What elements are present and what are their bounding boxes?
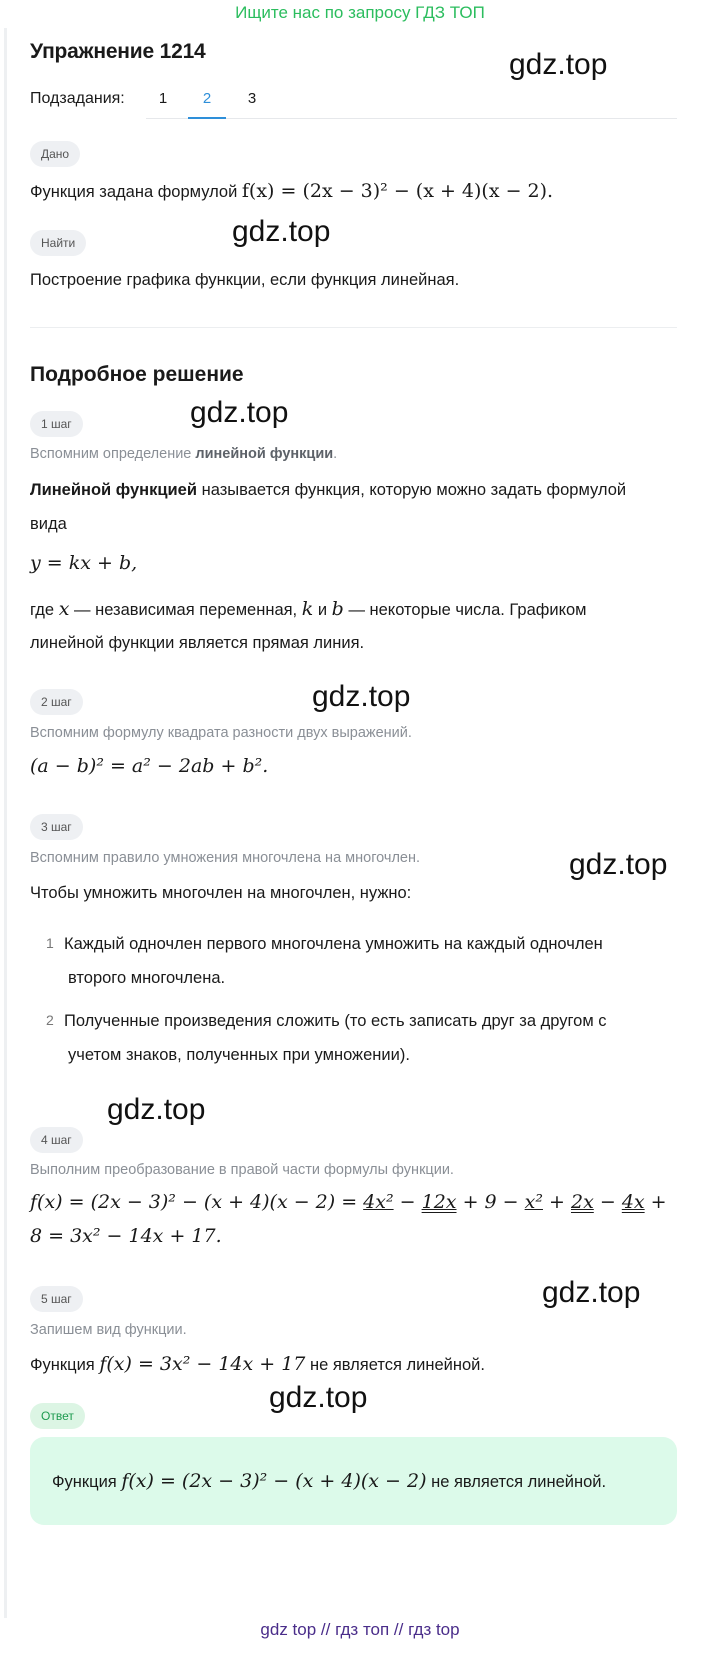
step2-formula: (a − b)² = a² − 2ab + b².: [30, 755, 269, 777]
step1-definition-line2: вида: [30, 515, 67, 533]
op: + 9 −: [462, 1191, 519, 1213]
watermark: gdz.top: [269, 1381, 368, 1414]
top-banner: Ищите нас по запросу ГДЗ ТОП: [235, 3, 485, 22]
step5-prefix: Функция: [30, 1356, 95, 1374]
step4-plain: f(x) = (2x − 3)² − (x + 4)(x − 2) =: [30, 1191, 358, 1213]
where-and: и: [317, 601, 328, 619]
given-tag: Дано: [30, 141, 80, 167]
watermark: gdz.top: [107, 1093, 206, 1126]
tab-subtask-3[interactable]: 3: [247, 90, 257, 107]
given-text: [30, 174, 553, 209]
find-text: Построение графика функции, если функция линейная.: [30, 271, 460, 289]
step1-tag: 1 шаг: [30, 411, 83, 437]
step1-hint: [30, 446, 337, 462]
given-text-prefix: Функция задана формулой: [30, 183, 238, 201]
step1-def-rest: называется функция, которую можно задать формулой: [201, 481, 627, 499]
watermark: gdz.top: [542, 1276, 641, 1309]
watermark: gdz.top: [190, 396, 289, 429]
answer-tag: Ответ: [30, 1403, 85, 1429]
tab-subtask-2[interactable]: 2: [202, 90, 212, 107]
step4-tag: 4 шаг: [30, 1127, 83, 1153]
answer-formula: f(x) = (2x − 3)² − (x + 4)(x − 2): [121, 1470, 427, 1492]
section-divider: [30, 327, 677, 328]
step4-hint: Выполним преобразование в правой части формулы функции.: [30, 1162, 454, 1178]
step5-suffix: не является линейной.: [309, 1356, 485, 1374]
term-x2: x²: [524, 1191, 543, 1213]
watermark: gdz.top: [232, 215, 331, 248]
op: +: [549, 1191, 565, 1213]
var-k: k: [301, 598, 314, 620]
list-item-number: 1: [46, 935, 54, 951]
answer-box: [30, 1437, 677, 1525]
step1-hint-suffix: .: [333, 446, 338, 462]
tab-subtask-1[interactable]: 1: [158, 90, 168, 107]
step5-text: [30, 1347, 485, 1382]
step3-intro: Чтобы умножить многочлен на многочлен, нужно:: [30, 884, 412, 902]
answer-prefix: Функция: [52, 1473, 117, 1491]
where-text-3: — некоторые числа. Графиком: [348, 601, 587, 619]
step5-formula: f(x) = 3x² − 14x + 17: [99, 1353, 306, 1375]
list-item-line: второго многочлена.: [68, 969, 226, 987]
op: +: [650, 1191, 667, 1213]
step1-formula: y = kx + b,: [30, 552, 138, 574]
term-2x: 2x: [570, 1191, 594, 1213]
step1-hint-prefix: Вспомним определение: [30, 446, 192, 462]
term-4x2: 4x²: [363, 1191, 394, 1213]
var-x: x: [58, 598, 70, 620]
where-text-2: — независимая переменная,: [74, 601, 298, 619]
step1-where-line2: линейной функции является прямая линия.: [30, 634, 365, 652]
answer-text: [52, 1464, 606, 1499]
step3-tag: 3 шаг: [30, 814, 83, 840]
step2-hint: Вспомним формулу квадрата разности двух выражений.: [30, 725, 412, 741]
given-formula: f(x) = (2x − 3)² − (x + 4)(x − 2).: [241, 180, 554, 202]
step4-formula-line1: [30, 1191, 667, 1213]
step2-tag: 2 шаг: [30, 689, 83, 715]
list-item-number: 2: [46, 1012, 54, 1028]
list-item-line: учетом знаков, полученных при умножении).: [68, 1046, 410, 1064]
step1-def-bold: Линейной функцией: [30, 481, 198, 499]
solution-title: Подробное решение: [30, 363, 244, 386]
step1-where-line1: [30, 592, 587, 627]
step5-hint: Запишем вид функции.: [30, 1322, 187, 1338]
term-4x: 4x: [621, 1191, 645, 1213]
op: −: [399, 1191, 416, 1213]
step4-formula-line2: 8 = 3x² − 14x + 17.: [30, 1225, 222, 1247]
list-item-line: Полученные произведения сложить (то есть записать друг за другом с: [64, 1012, 607, 1030]
watermark: gdz.top: [569, 848, 668, 881]
exercise-title: Упражнение 1214: [30, 40, 206, 63]
list-item-line: Каждый одночлен первого многочлена умножить на каждый одночлен: [64, 935, 603, 953]
term-12x: 12x: [421, 1191, 457, 1213]
step5-tag: 5 шаг: [30, 1286, 83, 1312]
step1-definition-line1: [30, 473, 626, 507]
op: −: [599, 1191, 616, 1213]
footer-links[interactable]: gdz top // гдз топ // гдз top: [260, 1620, 460, 1639]
var-b: b: [331, 598, 344, 620]
where-text-1: где: [30, 601, 55, 619]
find-tag: Найти: [30, 230, 86, 256]
watermark: gdz.top: [509, 48, 608, 81]
step3-hint: Вспомним правило умножения многочлена на многочлен.: [30, 850, 421, 866]
watermark: gdz.top: [312, 680, 411, 713]
active-tab-underline: [188, 117, 226, 119]
step1-hint-bold: линейной функции: [195, 446, 334, 462]
answer-suffix: не является линейной.: [431, 1473, 607, 1491]
subtasks-label: Подзадания:: [30, 90, 125, 107]
exercise-card: [4, 28, 719, 1618]
